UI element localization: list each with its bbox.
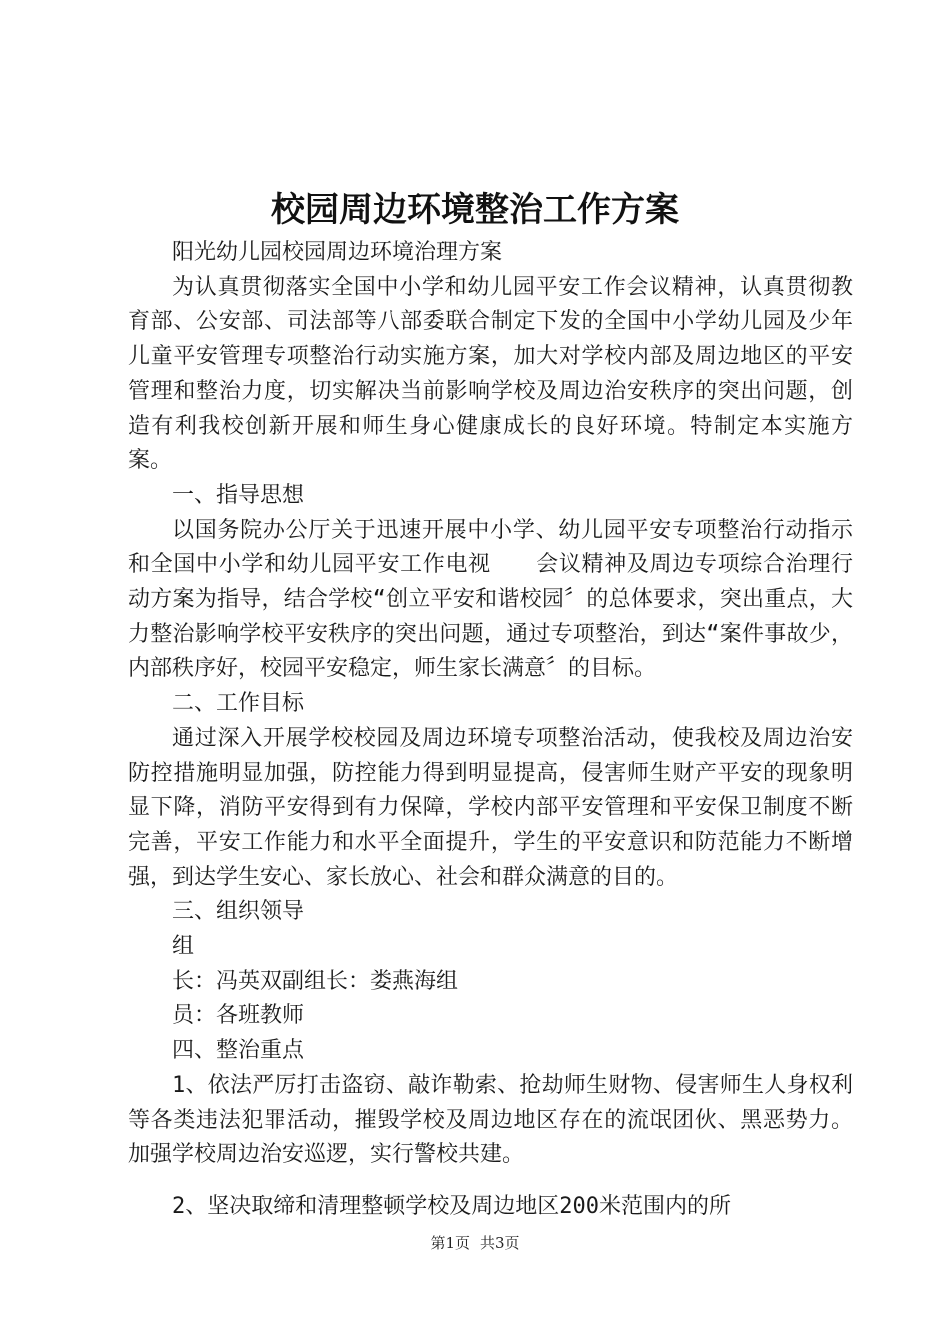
paragraph-intro: 为认真贯彻落实全国中小学和幼儿园平安工作会议精神，认真贯彻教育部、公安部、司法部等八部委联合制定下发的全国中小学幼儿园及少年儿童平安管理专项整治行动实施方案，加大对学校内部及周边地区的平安管理和整治力度，切实解决当前影响学校及周边治安秩序的突出问题，创造有利我校创新开展和师生身心健康成长的良好环境。特制定本实施方案。: [128, 274, 853, 474]
paragraph-subtitle: 阳光幼儿园校园周边环境治理方案: [172, 240, 503, 265]
document-title: 校园周边环境整治工作方案: [271, 190, 679, 230]
paragraph-key-point-2: 2、坚决取缔和清理整顿学校及周边地区200米范围内的所: [172, 1193, 731, 1219]
page-footer: [0, 1232, 950, 1254]
page-number: 第1页: [430, 1234, 470, 1252]
section-heading-key-points: 四、整治重点: [172, 1038, 305, 1064]
section-heading-guiding-thought: 一、指导思想: [172, 482, 305, 508]
page-total: 共3页: [480, 1234, 520, 1252]
section-heading-work-goals: 二、工作目标: [172, 691, 305, 717]
paragraph-organization-line-1: 组: [172, 934, 195, 960]
paragraph-organization-line-2: 长：冯英双副组长：娄燕海组: [172, 968, 459, 994]
paragraph-guiding-thought: 以国务院办公厅关于迅速开展中小学、幼儿园平安专项整治行动指示和全国中小学和幼儿园平安工作电视 会议精神及周边专项综合治理行动方案为指导，结合学校“创立平安和谐校园〞的总体要求，突出重点，大力整治影响学校平安秩序的突出问题，通过专项整治，到达“案件事故少，内部秩序好，校园平安稳定，师生家长满意〞的目标。: [128, 517, 853, 682]
paragraph-organization-line-3: 员：各班教师: [172, 1003, 305, 1029]
paragraph-work-goals: 通过深入开展学校校园及周边环境专项整治活动，使我校及周边治安防控措施明显加强，防控能力得到明显提高，侵害师生财产平安的现象明显下降，消防平安得到有力保障，学校内部平安管理和平安保卫制度不断完善，平安工作能力和水平全面提升，学生的平安意识和防范能力不断增强，到达学生安心、家长放心、社会和群众满意的目的。: [128, 725, 853, 890]
section-heading-organization: 三、组织领导: [172, 899, 305, 925]
paragraph-key-point-1: 1、依法严厉打击盗窃、敲诈勒索、抢劫师生财物、侵害师生人身权利等各类违法犯罪活动，摧毁学校及周边地区存在的流氓团伙、黑恶势力。加强学校周边治安巡逻，实行警校共建。: [128, 1072, 853, 1168]
document-body: [128, 236, 853, 1225]
